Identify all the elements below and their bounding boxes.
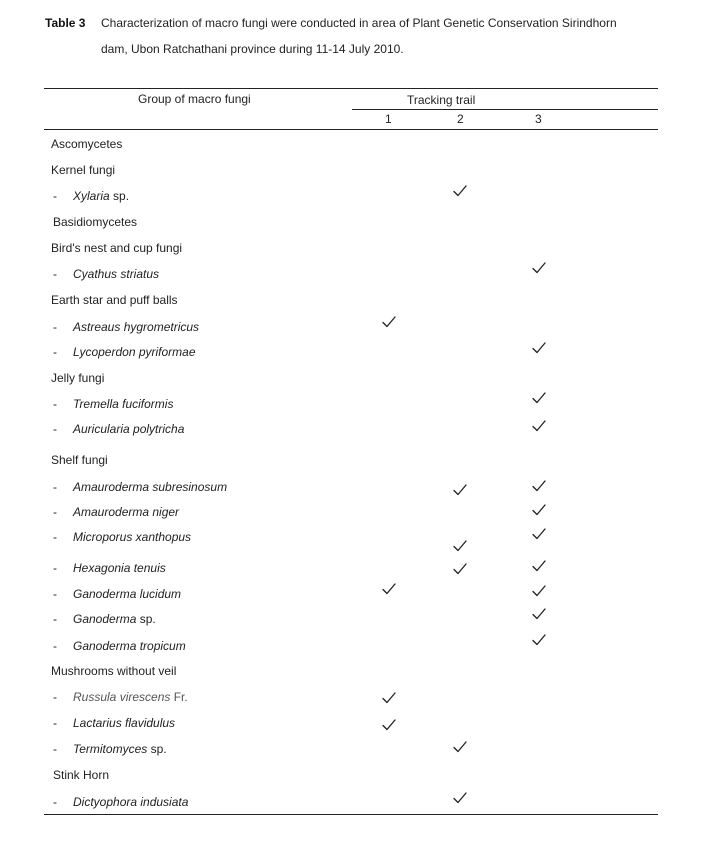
- bullet-dash: -: [53, 690, 57, 704]
- species-name: [73, 690, 188, 704]
- species-binomial: Amauroderma niger: [73, 505, 180, 519]
- check-mark-icon: [382, 316, 396, 328]
- check-mark-icon: [532, 342, 546, 354]
- species-binomial: Russula virescens: [73, 690, 171, 704]
- species-binomial: Ganoderma tropicum: [73, 639, 186, 653]
- check-mark-icon: [453, 563, 467, 575]
- group-label: Ascomycetes: [51, 137, 123, 151]
- trail-column-header: Tracking trail: [407, 93, 476, 107]
- species-binomial: Astreaus hygrometricus: [73, 320, 200, 334]
- bullet-dash: -: [53, 612, 57, 626]
- bullet-dash: -: [53, 397, 57, 411]
- group-label: Shelf fungi: [51, 453, 108, 467]
- species-binomial: Hexagonia tenuis: [73, 561, 166, 575]
- check-mark-icon: [453, 540, 467, 552]
- group-column-header: Group of macro fungi: [138, 92, 251, 106]
- caption-line-1: Characterization of macro fungi were conducted in area of Plant Genetic Conservation Sirindhorn: [101, 16, 617, 30]
- species-name: [73, 267, 159, 281]
- check-mark-icon: [382, 692, 396, 704]
- check-mark-icon: [532, 608, 546, 620]
- species-name: [73, 345, 196, 359]
- species-binomial: Lycoperdon pyriformae: [73, 345, 196, 359]
- species-binomial: Termitomyces: [73, 742, 148, 756]
- species-suffix: sp.: [109, 189, 130, 203]
- check-mark-icon: [532, 262, 546, 274]
- check-mark-icon: [382, 583, 396, 595]
- species-row: [53, 612, 353, 628]
- species-binomial: Lactarius flavidulus: [73, 716, 176, 730]
- species-row: [53, 397, 353, 413]
- bullet-dash: -: [53, 422, 57, 436]
- species-row: [53, 716, 353, 732]
- check-mark-icon: [532, 392, 546, 404]
- species-name: [73, 397, 173, 411]
- species-row: [53, 480, 353, 496]
- check-mark-icon: [453, 741, 467, 753]
- group-label: Jelly fungi: [51, 371, 105, 385]
- species-binomial: Microporus xanthopus: [73, 530, 192, 544]
- trail-subheader-rule: [352, 109, 658, 110]
- species-row: [53, 422, 353, 438]
- species-row: [53, 530, 353, 546]
- species-name: [73, 639, 186, 653]
- species-row: [53, 561, 353, 577]
- species-name: [73, 587, 181, 601]
- bullet-dash: -: [53, 742, 57, 756]
- bottom-rule: [44, 814, 658, 815]
- species-binomial: Tremella fuciformis: [73, 397, 174, 411]
- species-row: [53, 505, 353, 521]
- species-name: [73, 716, 175, 730]
- species-binomial: Auricularia polytricha: [73, 422, 185, 436]
- species-row: [53, 742, 353, 758]
- top-rule: [44, 88, 658, 89]
- bullet-dash: -: [53, 530, 57, 544]
- species-binomial: Amauroderma subresinosum: [73, 480, 228, 494]
- species-row: [53, 587, 353, 603]
- species-binomial: Xylaria: [73, 189, 110, 203]
- species-row: [53, 189, 353, 205]
- species-binomial: Ganoderma: [73, 612, 137, 626]
- check-mark-icon: [532, 634, 546, 646]
- check-mark-icon: [532, 480, 546, 492]
- trail-column-2-header: 2: [457, 112, 464, 126]
- caption-label: Table 3: [45, 16, 86, 30]
- species-suffix: Fr.: [170, 690, 188, 704]
- species-name: [73, 561, 166, 575]
- species-name: [73, 320, 199, 334]
- bullet-dash: -: [53, 587, 57, 601]
- species-row: [53, 690, 353, 706]
- species-suffix: sp.: [136, 612, 156, 626]
- bullet-dash: -: [53, 561, 57, 575]
- group-label: Bird's nest and cup fungi: [51, 241, 183, 255]
- check-mark-icon: [453, 484, 467, 496]
- bullet-dash: -: [53, 480, 57, 494]
- species-name: [73, 742, 167, 756]
- species-binomial: Ganoderma lucidum: [73, 587, 182, 601]
- species-name: [73, 505, 179, 519]
- check-mark-icon: [453, 792, 467, 804]
- check-mark-icon: [453, 185, 467, 197]
- check-mark-icon: [532, 528, 546, 540]
- group-label: Basidiomycetes: [53, 215, 138, 229]
- species-suffix: sp.: [147, 742, 167, 756]
- bullet-dash: -: [53, 505, 57, 519]
- species-row: [53, 320, 353, 336]
- group-label: Stink Horn: [53, 768, 110, 782]
- bullet-dash: -: [53, 345, 57, 359]
- species-name: [73, 189, 129, 203]
- check-mark-icon: [382, 719, 396, 731]
- group-label: Mushrooms without veil: [51, 664, 177, 678]
- bullet-dash: -: [53, 189, 57, 203]
- header-bottom-rule: [44, 129, 658, 130]
- trail-column-1-header: 1: [385, 112, 392, 126]
- species-row: [53, 795, 353, 811]
- check-mark-icon: [532, 420, 546, 432]
- check-mark-icon: [532, 504, 546, 516]
- bullet-dash: -: [53, 716, 57, 730]
- species-row: [53, 345, 353, 361]
- trail-column-3-header: 3: [535, 112, 542, 126]
- species-binomial: Dictyophora indusiata: [73, 795, 189, 809]
- bullet-dash: -: [53, 267, 57, 281]
- bullet-dash: -: [53, 320, 57, 334]
- caption-line-2: dam, Ubon Ratchathani province during 11-14 July 2010.: [101, 42, 404, 56]
- species-name: [73, 612, 156, 626]
- group-label: Earth star and puff balls: [51, 293, 178, 307]
- group-label: Kernel fungi: [51, 163, 116, 177]
- species-row: [53, 267, 353, 283]
- species-binomial: Cyathus striatus: [73, 267, 160, 281]
- check-mark-icon: [532, 585, 546, 597]
- species-name: [73, 795, 188, 809]
- species-name: [73, 480, 227, 494]
- bullet-dash: -: [53, 795, 57, 809]
- bullet-dash: -: [53, 639, 57, 653]
- species-row: [53, 639, 353, 655]
- species-name: [73, 422, 184, 436]
- check-mark-icon: [532, 560, 546, 572]
- species-name: [73, 530, 191, 544]
